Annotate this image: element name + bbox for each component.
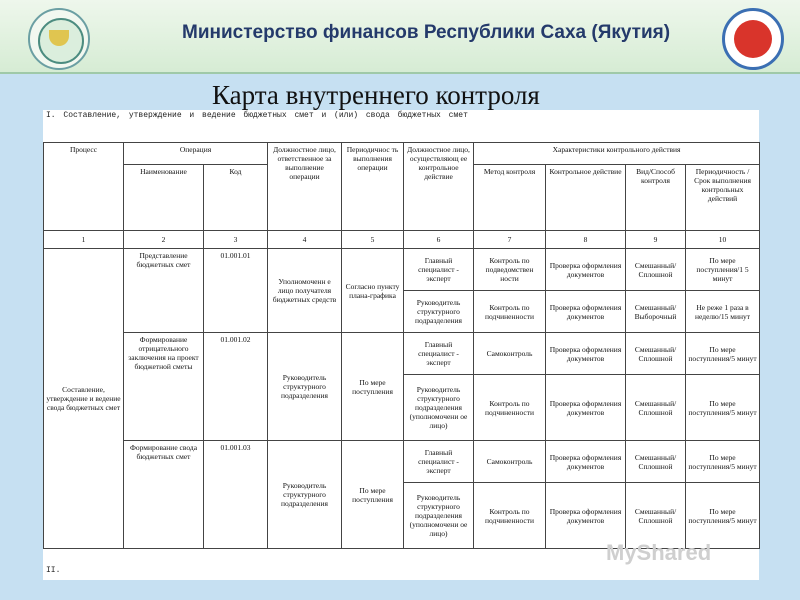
operation-name: Формирование свода бюджетных смет [124,441,204,549]
process-cell: Составление, утверждение и ведение свода бюджетных смет [44,249,124,549]
header-operation: Операция [124,143,268,165]
header-code: Код [204,165,268,231]
ministry-name: Министерство финансов Республики Саха (Якутия) [182,22,671,43]
operation-periodicity: По мере поступления [342,333,404,441]
slide-title: Карта внутреннего контроля [212,80,540,110]
column-number: 2 [124,231,204,249]
controller-cell: Руководитель структурного подразделения [404,291,474,333]
header-name: Наименование [124,165,204,231]
method-cell: Контроль по подчиненности [474,483,546,549]
operation-name: Формирование отрицательного заключения на проект бюджетной сметы [124,333,204,441]
header-periodicity: Периодичнос ть выполнения операции [342,143,404,231]
ministry-header [0,0,800,74]
header-action: Контрольное действие [546,165,626,231]
ministry-emblem-icon [28,8,90,70]
yakutia-emblem-icon [722,8,784,70]
column-number: 10 [686,231,760,249]
document-page [43,110,759,580]
kind-cell: Смешанный/ Сплошной [626,333,686,375]
controller-cell: Руководитель структурного подразделения (уполномочени ое лицо) [404,375,474,441]
column-number: 7 [474,231,546,249]
period-cell: По мере поступления/5 минут [686,333,760,375]
operation-periodicity: По мере поступления [342,441,404,549]
column-number: 6 [404,231,474,249]
header-method: Метод контроля [474,165,546,231]
header-official: Должностное лицо, ответственное за выполнение операции [268,143,342,231]
period-cell: По мере поступления/5 минут [686,483,760,549]
kind-cell: Смешанный/ Выборочный [626,291,686,333]
method-cell: Контроль по подчиненности [474,375,546,441]
action-cell: Проверка оформления документов [546,441,626,483]
method-cell: Самоконтроль [474,441,546,483]
operation-periodicity: Согласно пункту плана-графика [342,249,404,333]
period-cell: По мере поступления/5 минут [686,375,760,441]
action-cell: Проверка оформления документов [546,483,626,549]
header-controller: Должностное лицо, осуществляющ ее контрольное действие [404,143,474,231]
watermark: MyShared [606,540,712,565]
method-cell: Контроль по подчиненности [474,291,546,333]
kind-cell: Смешанный/ Сплошной [626,249,686,291]
operation-code: 01.001.01 [204,249,268,333]
next-section-heading: II. [46,566,61,575]
operation-official: Руководитель структурного подразделения [268,333,342,441]
operation-official: Уполномоченн е лицо получателя бюджетных средств [268,249,342,333]
operation-code: 01.001.02 [204,333,268,441]
column-number: 5 [342,231,404,249]
column-number: 9 [626,231,686,249]
controller-cell: Руководитель структурного подразделения (уполномочени ое лицо) [404,483,474,549]
controller-cell: Главный специалист - эксперт [404,249,474,291]
operation-code: 01.001.03 [204,441,268,549]
kind-cell: Смешанный/ Сплошной [626,483,686,549]
action-cell: Проверка оформления документов [546,291,626,333]
period-cell: Не реже 1 раза в неделю/15 минут [686,291,760,333]
method-cell: Самоконтроль [474,333,546,375]
header-period: Периодичность /Срок выполнения контрольных действий [686,165,760,231]
method-cell: Контроль по подведомствен ности [474,249,546,291]
header-process: Процесс [44,143,124,231]
kind-cell: Смешанный/ Сплошной [626,441,686,483]
column-number: 3 [204,231,268,249]
control-map-table [43,142,760,549]
period-cell: По мере поступления/5 минут [686,441,760,483]
controller-cell: Главный специалист - эксперт [404,333,474,375]
kind-cell: Смешанный/ Сплошной [626,375,686,441]
period-cell: По мере поступления/1 5 минут [686,249,760,291]
controller-cell: Главный специалист - эксперт [404,441,474,483]
operation-name: Представление бюджетных смет [124,249,204,333]
column-number: 1 [44,231,124,249]
column-number: 8 [546,231,626,249]
action-cell: Проверка оформления документов [546,249,626,291]
column-number: 4 [268,231,342,249]
header-characteristics: Характеристики контрольного действия [474,143,760,165]
action-cell: Проверка оформления документов [546,375,626,441]
action-cell: Проверка оформления документов [546,333,626,375]
header-kind: Вид/Способ контроля [626,165,686,231]
operation-official: Руководитель структурного подразделения [268,441,342,549]
section-heading: I. Составление, утверждение и ведение бюджетных смет и (или) свода бюджетных смет [46,111,468,120]
